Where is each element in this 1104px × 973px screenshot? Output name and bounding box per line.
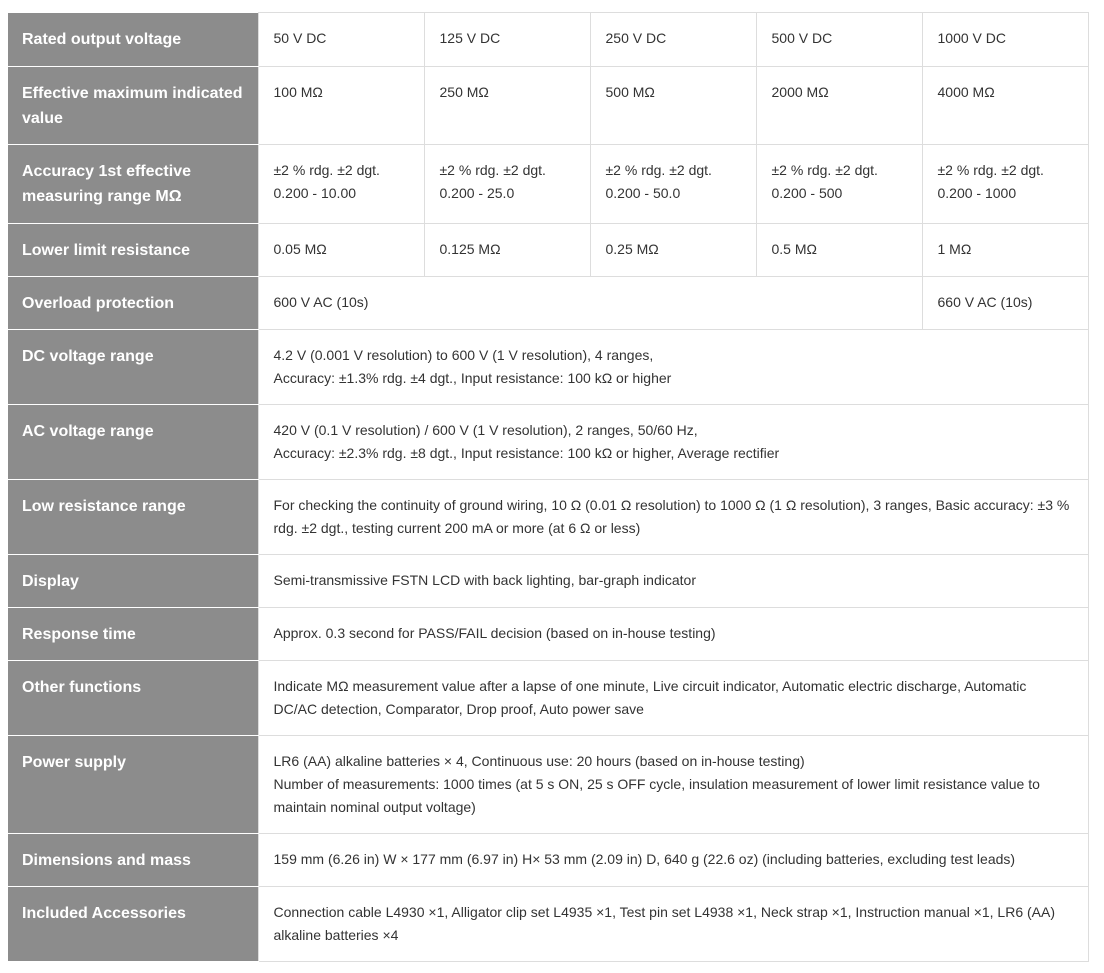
table-row xyxy=(8,887,1088,962)
ac-voltage-line: 420 V (0.1 V resolution) / 600 V (1 V resolution), 2 ranges, 50/60 Hz, xyxy=(273,422,698,438)
table-row xyxy=(8,277,1088,330)
cell-dc-voltage-range xyxy=(258,330,1088,405)
table-row xyxy=(8,736,1088,834)
row-label-display: Display xyxy=(8,555,258,608)
cell-overload-660: 660 V AC (10s) xyxy=(922,277,1088,330)
cell-lower-limit: 0.125 MΩ xyxy=(424,224,590,277)
power-supply-line: LR6 (AA) alkaline batteries × 4, Continuous use: 20 hours (based on in-house testing) xyxy=(273,753,805,769)
cell-voltage-1000: 1000 V DC xyxy=(922,13,1088,67)
table-row xyxy=(8,608,1088,661)
range-text: 0.200 - 10.00 xyxy=(273,185,357,201)
accuracy-text: ±2 % rdg. ±2 dgt. xyxy=(273,162,380,178)
cell-lower-limit: 0.25 MΩ xyxy=(590,224,756,277)
row-label-lower-limit-resistance: Lower limit resistance xyxy=(8,224,258,277)
range-text: 0.200 - 1000 xyxy=(937,185,1017,201)
range-text: 0.200 - 25.0 xyxy=(439,185,515,201)
cell-accuracy xyxy=(756,145,922,224)
specifications-table xyxy=(8,12,1089,962)
cell-max-value: 4000 MΩ xyxy=(922,67,1088,145)
cell-voltage-500: 500 V DC xyxy=(756,13,922,67)
row-label-effective-max-value: Effective maximum indicated value xyxy=(8,67,258,145)
table-row xyxy=(8,224,1088,277)
table-row xyxy=(8,13,1088,67)
cell-accuracy xyxy=(590,145,756,224)
cell-other-functions: Indicate MΩ measurement value after a lapse of one minute, Live circuit indicator, Automatic electric discharge, Automatic DC/AC detection, Comparator, Drop proof, Auto power save xyxy=(258,661,1088,736)
dc-voltage-line: Accuracy: ±1.3% rdg. ±4 dgt., Input resistance: 100 kΩ or higher xyxy=(273,370,672,386)
row-label-power-supply: Power supply xyxy=(8,736,258,834)
row-label-other-functions: Other functions xyxy=(8,661,258,736)
cell-accuracy xyxy=(922,145,1088,224)
cell-included-accessories: Connection cable L4930 ×1, Alligator clip set L4935 ×1, Test pin set L4938 ×1, Neck strap ×1, Instruction manual ×1, LR6 (AA) alkaline batteries ×4 xyxy=(258,887,1088,962)
accuracy-text: ±2 % rdg. ±2 dgt. xyxy=(605,162,712,178)
accuracy-text: ±2 % rdg. ±2 dgt. xyxy=(937,162,1044,178)
cell-voltage-125: 125 V DC xyxy=(424,13,590,67)
cell-overload-600: 600 V AC (10s) xyxy=(258,277,922,330)
row-label-overload-protection: Overload protection xyxy=(8,277,258,330)
row-label-response-time: Response time xyxy=(8,608,258,661)
cell-max-value: 250 MΩ xyxy=(424,67,590,145)
table-row xyxy=(8,834,1088,887)
cell-voltage-50: 50 V DC xyxy=(258,13,424,67)
accuracy-text: ±2 % rdg. ±2 dgt. xyxy=(771,162,878,178)
cell-voltage-250: 250 V DC xyxy=(590,13,756,67)
cell-accuracy xyxy=(258,145,424,224)
ac-voltage-line: Accuracy: ±2.3% rdg. ±8 dgt., Input resistance: 100 kΩ or higher, Average rectifier xyxy=(273,445,780,461)
table-row xyxy=(8,145,1088,224)
power-supply-line: Number of measurements: 1000 times (at 5 s ON, 25 s OFF cycle, insulation measurement of lower limit resistance value to maintain nominal output voltage) xyxy=(273,776,1040,815)
row-label-low-resistance-range: Low resistance range xyxy=(8,480,258,555)
range-text: 0.200 - 50.0 xyxy=(605,185,681,201)
cell-max-value: 2000 MΩ xyxy=(756,67,922,145)
row-label-ac-voltage-range: AC voltage range xyxy=(8,405,258,480)
table-row xyxy=(8,661,1088,736)
table-row xyxy=(8,330,1088,405)
row-label-included-accessories: Included Accessories xyxy=(8,887,258,962)
cell-dimensions-mass: 159 mm (6.26 in) W × 177 mm (6.97 in) H× 53 mm (2.09 in) D, 640 g (22.6 oz) (including batteries, excluding test leads) xyxy=(258,834,1088,887)
cell-low-resistance-range: For checking the continuity of ground wiring, 10 Ω (0.01 Ω resolution) to 1000 Ω (1 Ω resolution), 3 ranges, Basic accuracy: ±3 % rdg. ±2 dgt., testing current 200 mA or more (at 6 Ω or less) xyxy=(258,480,1088,555)
accuracy-text: ±2 % rdg. ±2 dgt. xyxy=(439,162,546,178)
cell-lower-limit: 0.5 MΩ xyxy=(756,224,922,277)
cell-display: Semi-transmissive FSTN LCD with back lighting, bar-graph indicator xyxy=(258,555,1088,608)
row-label-dimensions-mass: Dimensions and mass xyxy=(8,834,258,887)
row-label-rated-output-voltage: Rated output voltage xyxy=(8,13,258,67)
cell-lower-limit: 1 MΩ xyxy=(922,224,1088,277)
range-text: 0.200 - 500 xyxy=(771,185,843,201)
row-label-dc-voltage-range: DC voltage range xyxy=(8,330,258,405)
table-row xyxy=(8,555,1088,608)
cell-response-time: Approx. 0.3 second for PASS/FAIL decision (based on in-house testing) xyxy=(258,608,1088,661)
cell-max-value: 500 MΩ xyxy=(590,67,756,145)
cell-lower-limit: 0.05 MΩ xyxy=(258,224,424,277)
cell-accuracy xyxy=(424,145,590,224)
table-row xyxy=(8,405,1088,480)
row-label-accuracy: Accuracy 1st effective measuring range MΩ xyxy=(8,145,258,224)
cell-ac-voltage-range xyxy=(258,405,1088,480)
table-row xyxy=(8,480,1088,555)
dc-voltage-line: 4.2 V (0.001 V resolution) to 600 V (1 V resolution), 4 ranges, xyxy=(273,347,654,363)
cell-power-supply xyxy=(258,736,1088,834)
cell-max-value: 100 MΩ xyxy=(258,67,424,145)
table-row xyxy=(8,67,1088,145)
